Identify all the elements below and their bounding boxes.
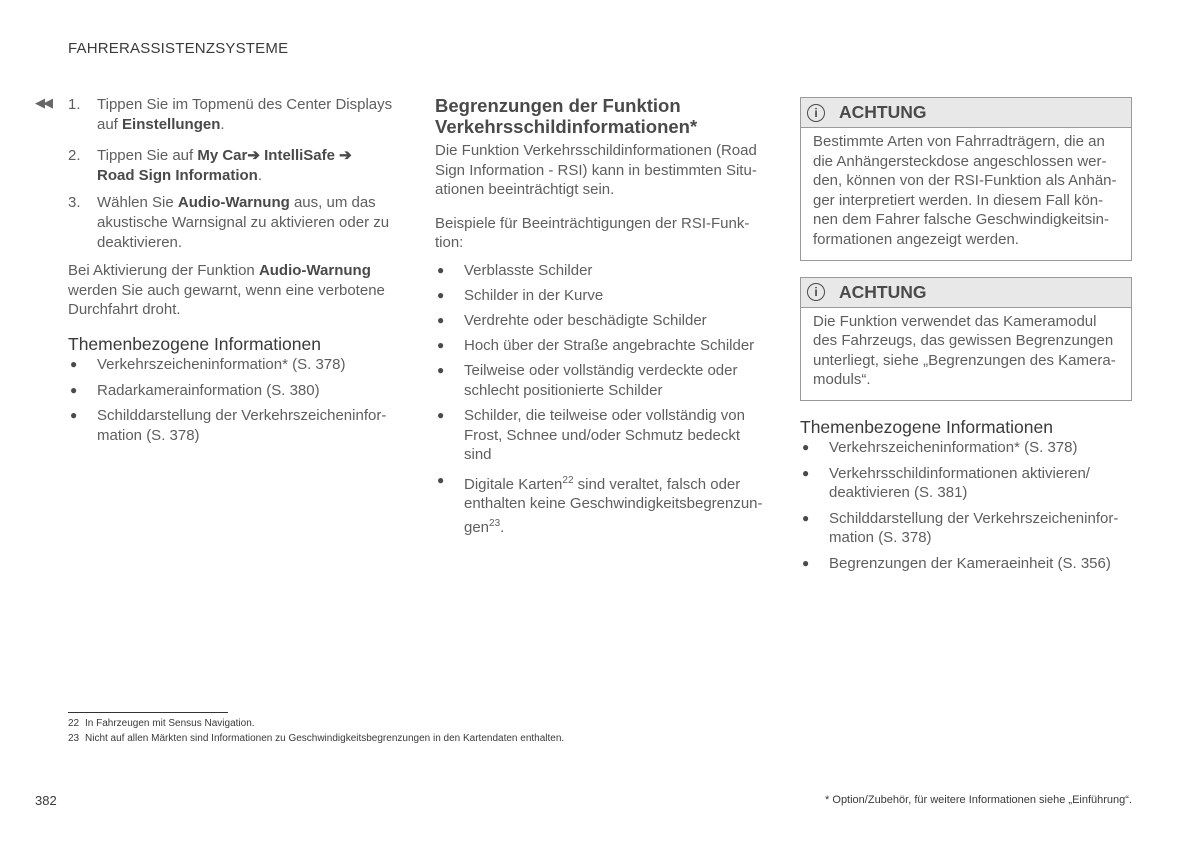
bullet-icon: ● (437, 408, 445, 423)
footnote-ref[interactable]: 23 (489, 518, 501, 529)
audio-warning-paragraph (68, 261, 398, 320)
related-link[interactable]: Begrenzungen der Kameraeinheit (S. 356) (829, 554, 1111, 572)
list-item-text: . (500, 519, 505, 536)
list-item (435, 336, 765, 356)
footnote-text: Nicht auf allen Märkten sind Informationen zu Geschwindigkeitsbegrenzungen in den Kartendaten enthalten. (85, 733, 565, 744)
list-item[interactable] (68, 406, 398, 445)
column-1 (68, 95, 398, 445)
footnote (68, 733, 564, 744)
related-link[interactable]: Radarkamerainformation (S. 380) (97, 381, 320, 399)
bullet-icon: ● (437, 313, 445, 328)
list-item (435, 311, 765, 331)
footnote-number: 22 (68, 718, 80, 729)
bullet-icon: ● (437, 472, 445, 487)
warning-title: ACHTUNG (839, 281, 927, 302)
page-number: 382 (35, 793, 57, 808)
bullet-icon: ● (437, 363, 445, 378)
step-item (68, 193, 398, 252)
warning-header (801, 278, 1131, 308)
related-info-list (800, 438, 1132, 574)
step-number: 1. (68, 96, 81, 113)
warning-header (801, 98, 1131, 128)
list-item-text: Verdrehte oder beschädigte Schilder (464, 312, 707, 330)
warning-title: ACHTUNG (839, 102, 927, 122)
footnote-ref[interactable]: 22 (562, 474, 574, 486)
examples-intro: Beispiele für Beeinträchtigungen der RSI-Funktion: (435, 214, 750, 252)
list-item (435, 286, 765, 306)
bullet-icon: ● (802, 555, 810, 570)
bullet-icon: ● (437, 262, 445, 277)
menu-path-settings: Einstellungen (122, 115, 221, 133)
column-2 (435, 95, 765, 538)
list-item-text: Teilweise oder vollständig verdeckte oder schlecht positionierte Schilder (464, 362, 738, 399)
bullet-icon: ● (437, 288, 445, 303)
menu-path-my-car: My Car (197, 147, 248, 165)
audio-warning-term: Audio-Warnung (258, 262, 371, 280)
list-item-text: Digitale Karten (464, 475, 563, 493)
step-text: Tippen Sie auf (97, 147, 198, 165)
steps-list (68, 95, 398, 252)
bullet-icon: ● (70, 408, 78, 423)
info-icon: i (807, 283, 825, 301)
list-item (435, 361, 765, 400)
list-item[interactable] (800, 438, 1132, 458)
list-item[interactable] (800, 509, 1132, 548)
list-item-text: Schilder, die teilweise oder vollständig von Frost, Schnee und/oder Schmutz bedeckt sind (464, 407, 745, 464)
examples-list (435, 261, 765, 538)
related-link[interactable]: Schilddarstellung der Verkehrszeicheninformation (S. 378) (829, 509, 1119, 547)
related-info-heading: Themenbezogene Informationen (800, 416, 1053, 437)
footnote-divider (68, 712, 228, 713)
related-link[interactable]: Verkehrsschildinformationen aktivieren/ deaktivieren (S. 381) (829, 464, 1090, 502)
step-item (68, 146, 398, 185)
bullet-icon: ● (437, 338, 445, 353)
bullet-icon: ● (802, 465, 810, 480)
step-item (68, 95, 398, 134)
intro-paragraph: Die Funktion Verkehrsschildinformationen (Road Sign Information - RSI) kann in bestimmten Situationen beeinträchtigt sein. (435, 142, 757, 199)
warning-box (800, 277, 1132, 401)
step-number: 2. (68, 147, 81, 165)
continuation-marker-icon: ◀◀ (35, 95, 51, 110)
arrow-right-icon: ➔ (247, 147, 260, 165)
bullet-icon: ● (70, 356, 78, 371)
step-text-end: aus, um das akustische Warnsignal zu aktivieren oder zu deaktivieren. (97, 194, 390, 251)
list-item[interactable] (68, 381, 398, 401)
list-item (435, 471, 765, 538)
bullet-icon: ● (70, 382, 78, 397)
list-item-text: Schilder in der Kurve (464, 287, 604, 305)
paragraph-text: werden Sie auch gewarnt, wenn eine verbotene Durchfahrt droht. (68, 281, 385, 319)
related-link[interactable]: Schilddarstellung der Verkehrszeicheninformation (S. 378) (97, 407, 387, 444)
info-icon: i (807, 104, 825, 122)
section-title: Begrenzungen der Funktion Verkehrsschildinformationen* (435, 95, 698, 137)
menu-path-audio-warning: Audio-Warnung (177, 194, 290, 212)
list-item-text: Verblasste Schilder (464, 261, 593, 279)
related-link[interactable]: Verkehrszeicheninformation* (S. 378) (97, 355, 346, 373)
menu-path-road-sign-information: Road Sign Information (97, 166, 258, 184)
warning-text: Bestimmte Arten von Fahrradträgern, die an die Anhängersteckdose angeschlossen werden, können von der RSI-Funktion als Anhänger interpretiert werden. In diesem Fall können dem Fahrer falsche Geschwindigkeitsinformationen angezeigt werden. (813, 133, 1117, 248)
option-footnote: * Option/Zubehör, für weitere Informationen siehe „Einführung“. (825, 794, 1132, 806)
step-text: Tippen Sie im Topmenü des Center Displays auf (97, 96, 393, 133)
step-text-end: . (220, 115, 225, 133)
list-item (435, 406, 765, 465)
list-item[interactable] (800, 554, 1132, 574)
list-item-text: sind veraltet, falsch oder enthalten keine Geschwindigkeitsbegrenzungen (464, 475, 763, 536)
arrow-right-icon: ➔ (339, 147, 352, 165)
footnote-text: In Fahrzeugen mit Sensus Navigation. (85, 718, 255, 729)
bullet-icon: ● (802, 439, 810, 454)
page-header-title: FAHRERASSISTENZSYSTEME (68, 40, 289, 57)
menu-path-intellisafe: IntelliSafe (264, 147, 335, 165)
list-item (435, 261, 765, 281)
related-link[interactable]: Verkehrszeicheninformation* (S. 378) (829, 438, 1078, 456)
warning-box (800, 97, 1132, 261)
footnote-number: 23 (68, 733, 80, 744)
bullet-icon: ● (802, 510, 810, 525)
step-number: 3. (68, 194, 81, 212)
related-info-list (68, 355, 398, 445)
related-info-heading: Themenbezogene Informationen (68, 333, 321, 354)
warning-text: Die Funktion verwendet das Kameramodul des Fahrzeugs, das gewissen Begrenzungen unterliegt, siehe „Begrenzungen des Kameramoduls“. (813, 312, 1116, 389)
column-3 (800, 97, 1132, 574)
list-item[interactable] (800, 464, 1132, 503)
footnote (68, 718, 255, 729)
list-item-text: Hoch über der Straße angebrachte Schilder (464, 337, 755, 355)
step-text: Wählen Sie (97, 194, 178, 212)
list-item[interactable] (68, 355, 398, 375)
step-text-end: . (257, 166, 262, 184)
paragraph-text: Bei Aktivierung der Funktion (68, 262, 259, 280)
